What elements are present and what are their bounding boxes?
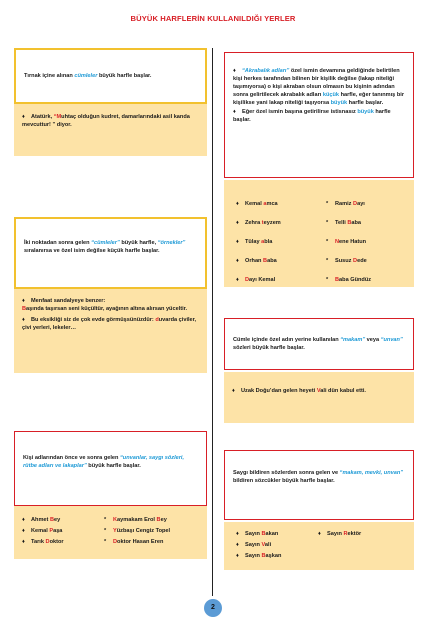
list-item: * Susuz Dede [326,258,367,265]
list-item: * Ramiz Dayı [326,201,365,207]
list-item: ♦ Sayın Rektör [318,531,362,537]
list-item: ♦ Sayın Başkan [236,553,282,560]
center-divider [212,48,213,596]
rule4-text: ♦ “Akrabalık adları” özel ismin devamına geldiğinde belirtilen kişi herkes tarafından bilinen bir kişilik değilse (lakap niteliği taşımıyorsa) o kişi akraban olsun olmasın bu kişinin adından sonra gelirtilecek akrabalık adları küçük harfle, eğer tanınmış bir kişilikse yani lakap niteliği taşıyorsa büyük harfle başlar. ♦ Eğer özel ismin başına getirilirse istisnasız büyük harfle başlar. [233,68,404,123]
rule5-box [224,318,414,370]
list-item: ♦ Zehra teyzem [236,220,281,227]
list-item: ♦ Dayı Kemal [236,277,276,284]
page-title: BÜYÜK HARFLERİN KULLANILDIĞI YERLER [130,14,296,23]
list-item: ♦ Orhan Baba [236,258,277,265]
list-item: ♦ Kemal Paşa [22,528,63,535]
bullet-icon: ♦ [22,317,25,324]
rule1-text: Tırnak içine alınan cümleler büyük harfle başlar. [24,73,152,79]
list-item: * Kaymakam Erol Bey [104,517,167,523]
rule2-text: İki noktadan sonra gelen “cümleler” büyük harfle, “örnekler” sıralanırsa ve özel isim değilse küçük harfle başlar. [24,240,186,255]
bullet-icon: ♦ [22,114,25,120]
rule3-text: Kişi adlarından önce ve sonra gelen “unvanlar, saygı sözleri, rütbe adları ve lakaplar” büyük harfle başlar. [23,455,185,470]
rule4-example-box [224,180,414,287]
list-item: * Baba Gündüz [326,277,372,284]
rule3-box [14,431,207,506]
rule2-box [14,217,207,289]
rule5-text: Cümle içinde özel adın yerine kullanılan “makam” veya “unvan” sözleri büyük harfle başlar. [233,337,403,352]
list-item: ♦ Tülay abla [236,239,273,246]
rule3-example-box [14,506,207,559]
list-item: ♦ Sayın Vali [236,542,272,549]
rule2-example-2: ♦ Bu eksikliği siz de çok evde görmüşsünüzdür: duvarda çiviler, çivi yerleri, lekeler… [22,317,197,332]
list-item: ♦ Sayın Bakan [236,531,279,537]
rule4-examples [224,180,414,285]
bullet-icon: ♦ [233,68,236,74]
list-item: * Nene Hatun [326,239,367,246]
rule5-example-box [224,372,414,423]
rule3-examples [14,506,207,546]
list-item: * Telli Baba [326,220,362,227]
bullet-icon: ♦ [232,388,235,394]
rule6-text: Saygı bildiren sözlerden sonra gelen ve “makam, mevki, unvan” bildiren sözcükler büyük harfle başlar. [233,470,404,485]
rule5-example: ♦ Uzak Doğu’dan gelen heyeti Vali dün kabul etti. [232,388,366,394]
list-item: ♦ Ahmet Bey [22,517,61,523]
rule6-example-box [224,522,414,570]
rule2-examples [14,289,207,338]
rule6-box [224,450,414,520]
list-item: ♦ Kemal amca [236,201,278,207]
rule6-examples [224,522,414,560]
list-item: ♦ Tarık Doktor [22,539,64,546]
rule1-example: ♦ Atatürk, “Muhtaç olduğun kudret, damarlarındaki asil kanda mevcuttur! ” diyor. [22,114,190,129]
rule4-box [224,52,414,178]
page-number: 2 [204,599,222,617]
rule1-box [14,48,207,104]
bullet-icon: ♦ [233,108,236,115]
rule2-example-1: ♦ Menfaat sandalyeye benzer: Başında taşırsan seni küçültür, ayağının altına alırsan yüceltir. [22,298,188,313]
list-item: * Doktor Hasan Eren [104,539,164,546]
list-item: * Yüzbaşı Cengiz Topel [104,528,171,535]
bullet-icon: ♦ [22,298,25,304]
rule1-example-box [14,104,207,156]
rule2-example-box [14,289,207,373]
